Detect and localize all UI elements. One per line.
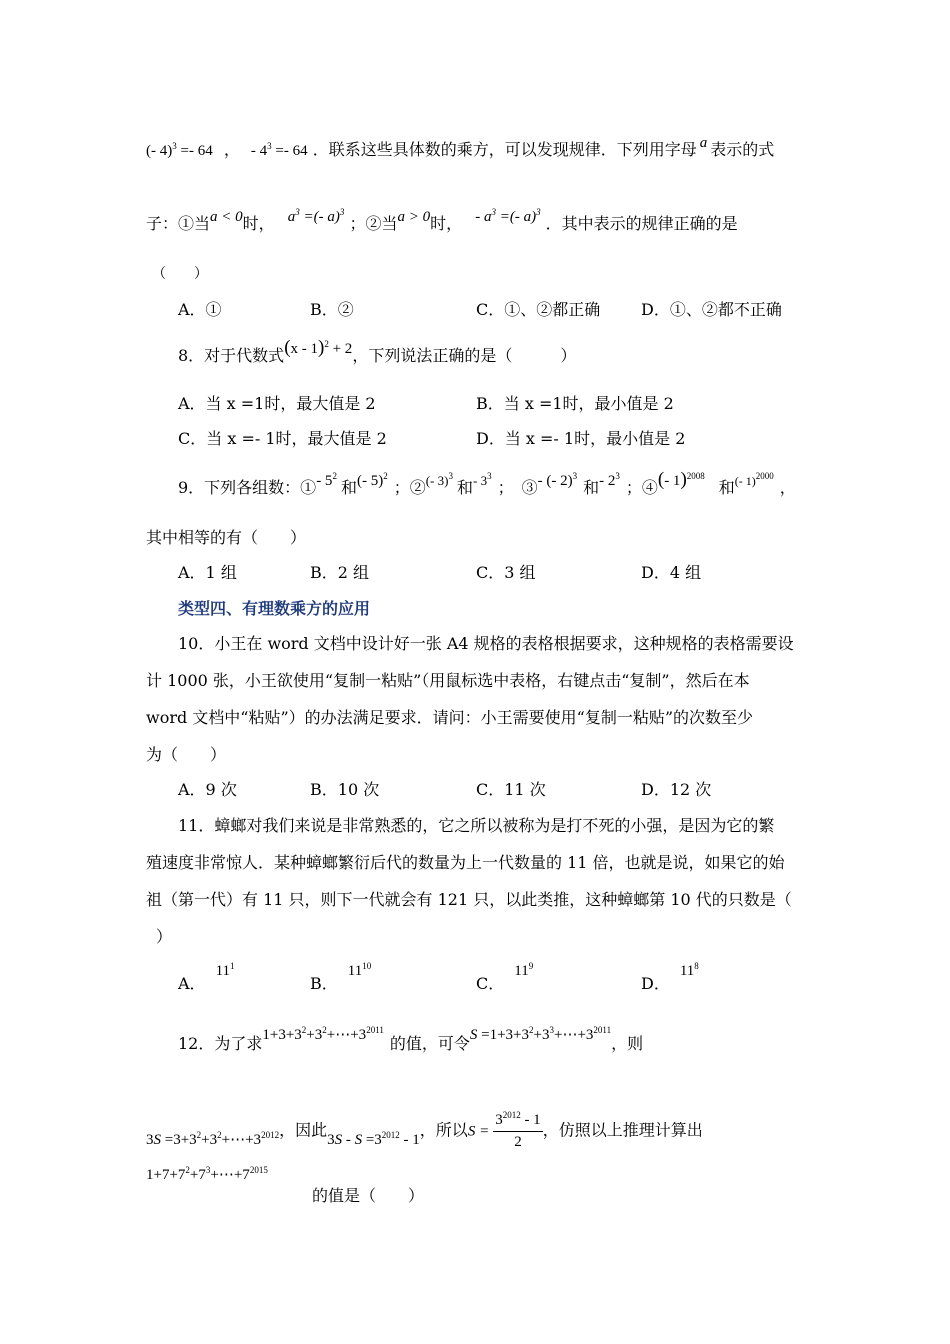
q12-pre: 12．为了求: [178, 1034, 263, 1053]
q11-option-c-value: $11^9$: [514, 961, 534, 979]
q8-pre: 8．对于代数式: [178, 346, 285, 365]
q9-option-b: B．2 组: [310, 563, 370, 582]
q11-option-d-label: D．: [641, 974, 670, 993]
q7-text: ．联系这些具体数的乘方，可以发现规律．下列用字母: [312, 140, 697, 159]
q7-l2-t1: 时，: [242, 214, 275, 233]
q7-l2-t2: ；②当: [349, 214, 398, 233]
q7-option-b: B．②: [310, 300, 354, 319]
q11-option-a-label: A．: [178, 974, 206, 993]
q12-sum1: $1+3+3^2+3^2+\cdots+3^{2011}$: [262, 1025, 384, 1043]
q12-line1: [178, 1025, 644, 1056]
q9-pair2-b: - 33: [472, 471, 492, 488]
q12-frac-num: $3^{2012} - 1$: [493, 1110, 543, 1132]
q9-stem: [178, 469, 796, 500]
q10-option-a: A．9 次: [178, 780, 237, 799]
q7-option-d: D．①、②都不正确: [641, 300, 782, 319]
q9-pair4-b: (- 1)2000: [734, 471, 774, 488]
q9-pre: 9．下列各组数：①: [178, 478, 317, 497]
q9-and4: 和: [718, 478, 735, 497]
q10-option-c: C．11 次: [476, 780, 546, 799]
q8-option-a: A．当 x =1时，最大值是 2: [178, 394, 376, 413]
q9-pair3-a: - (- 2)$^3$: [537, 471, 578, 489]
q12-line3: [146, 1165, 425, 1205]
q11-option-b-label: B．: [310, 974, 338, 993]
q10-line4: 为（ ）: [146, 745, 227, 764]
q7-math-neg-4-cubed: - $4^3 =- 64$: [250, 141, 308, 159]
q7-cond2: a > 0: [397, 209, 431, 225]
q12-diff-expr: $3S - S =3^{2012} - 1$: [327, 1129, 420, 1148]
q10-option-d: D．12 次: [641, 780, 712, 799]
q9-option-d: D．4 组: [641, 563, 702, 582]
q9-pair4-a: (- 1)$^{2008}$: [657, 469, 705, 490]
q7-l2-pre: 子：①当: [146, 214, 211, 233]
q8-option-b: B．当 x =1时，最小值是 2: [476, 394, 674, 413]
section-title: 类型四、有理数乘方的应用: [178, 599, 371, 618]
q12-fraction: [493, 1110, 543, 1152]
q9-sep2: ；②: [393, 478, 426, 497]
q12-line2: [146, 1110, 703, 1152]
q11-option-c: [476, 961, 534, 996]
q12-mid: 的值，可令: [389, 1034, 470, 1053]
q7-line2: [146, 207, 738, 236]
q9-pair1-b: (- 5)$^2$: [356, 471, 388, 489]
q12-l3-text: 的值是（ ）: [312, 1186, 425, 1205]
q7-text2: 表示的式: [710, 140, 775, 159]
q11-option-b: [310, 961, 372, 996]
q9-line2: 其中相等的有（ ）: [146, 528, 307, 547]
q7-l2-t4: ．其中表示的规律正确的是: [545, 214, 738, 233]
q12-sdef: $S =1+3+3^2+3^3+\cdots+3^{2011}$: [469, 1025, 612, 1043]
q12-l2-t1: ，因此: [279, 1120, 328, 1140]
q7-math-neg4-cubed: (- 4)$^3$ =- 64: [146, 141, 213, 159]
q9-and3: 和: [583, 478, 600, 497]
q12-s-equals: S =: [467, 1123, 490, 1140]
q10-line1: 10．小王在 word 文档中设计好一张 A4 规格的表格根据要求，这种规格的表格需要设: [178, 634, 794, 653]
q9-end: ，: [779, 478, 796, 497]
q8-option-c: C．当 x =- 1时，最大值是 2: [178, 429, 387, 448]
q7-line3: [152, 264, 208, 284]
q7-var-a: a: [699, 135, 708, 151]
q7-comma: ，: [223, 140, 240, 159]
q8-stem: [178, 337, 577, 368]
q9-pair1-a: - $5^2$: [316, 471, 337, 489]
q11-line3: 祖（第一代）有 11 只，则下一代就会有 121 只，以此类推，这种蟑螂第 10 代的只数是（: [146, 890, 792, 909]
q11-option-c-label: C．: [476, 974, 505, 993]
q11-line2: 殖速度非常惊人．某种蟑螂繁衍后代的数量为上一代数量的 11 倍，也就是说，如果它的始: [146, 853, 785, 872]
q10-line3: word 文档中“粘贴”）的办法满足要求．请问：小王需要使用“复制一粘贴”的次数至少: [146, 708, 754, 727]
q9-option-a: A．1 组: [178, 563, 237, 582]
q11-line1: 11．蟑螂对我们来说是非常熟悉的，它之所以被称为是打不死的小强，是因为它的繁: [178, 816, 775, 835]
q9-pair3-b: - $2^3$: [599, 471, 620, 489]
q9-pair2-a: (- 3)3: [425, 471, 453, 488]
q9-and1: 和: [340, 478, 357, 497]
q9-and2: 和: [456, 478, 473, 497]
q7-l2-t3: 时，: [430, 214, 463, 233]
q8-option-d: D．当 x =- 1时，最小值是 2: [476, 429, 686, 448]
q9-sep4: ；④: [625, 478, 658, 497]
q12-3s-expr: $3S =3+3^2+3^2+\cdots+3^{2012}$: [146, 1129, 280, 1148]
q7-option-a: A．①: [178, 300, 222, 319]
q11-option-a-value: $11^1$: [215, 961, 235, 979]
q11-option-d: [641, 961, 699, 996]
q12-sum7: $1+7+7^2+7^3+\cdots+7^{2015}$: [146, 1165, 268, 1183]
q12-then: ，则: [611, 1034, 644, 1053]
q7-cond1: a < 0: [210, 209, 243, 225]
q9-sep3: ； ③: [497, 478, 538, 497]
q7-option-c: C．①、②都正确: [476, 300, 601, 319]
q10-option-b: B．10 次: [310, 780, 380, 799]
q7-expr2: - $a^3$ =(- a)$^3$: [475, 207, 541, 225]
q7-expr1: $a^3$ =(- a)$^3$: [287, 207, 345, 225]
q11-option-d-value: $11^8$: [679, 961, 699, 979]
q7-answer-blank: （ ）: [152, 266, 208, 282]
q12-l2-t2: ，所以: [419, 1120, 468, 1140]
q9-option-c: C．3 组: [476, 563, 536, 582]
q11-line4: ）: [156, 927, 173, 946]
q8-expr: (x - 1)$^2$ + 2: [284, 337, 353, 358]
q8-post: ，下列说法正确的是（ ）: [352, 346, 577, 365]
q10-line2: 计 1000 张，小王欲使用“复制一粘贴”（用鼠标选中表格，右键点击“复制”，然后在本: [146, 671, 750, 690]
q11-option-b-value: $11^{10}$: [347, 961, 372, 979]
q12-l2-t3: ，仿照以上推理计算出: [542, 1120, 703, 1140]
q7-line1: [146, 135, 775, 162]
q12-frac-den: 2: [514, 1134, 522, 1150]
q11-option-a: [178, 961, 235, 996]
